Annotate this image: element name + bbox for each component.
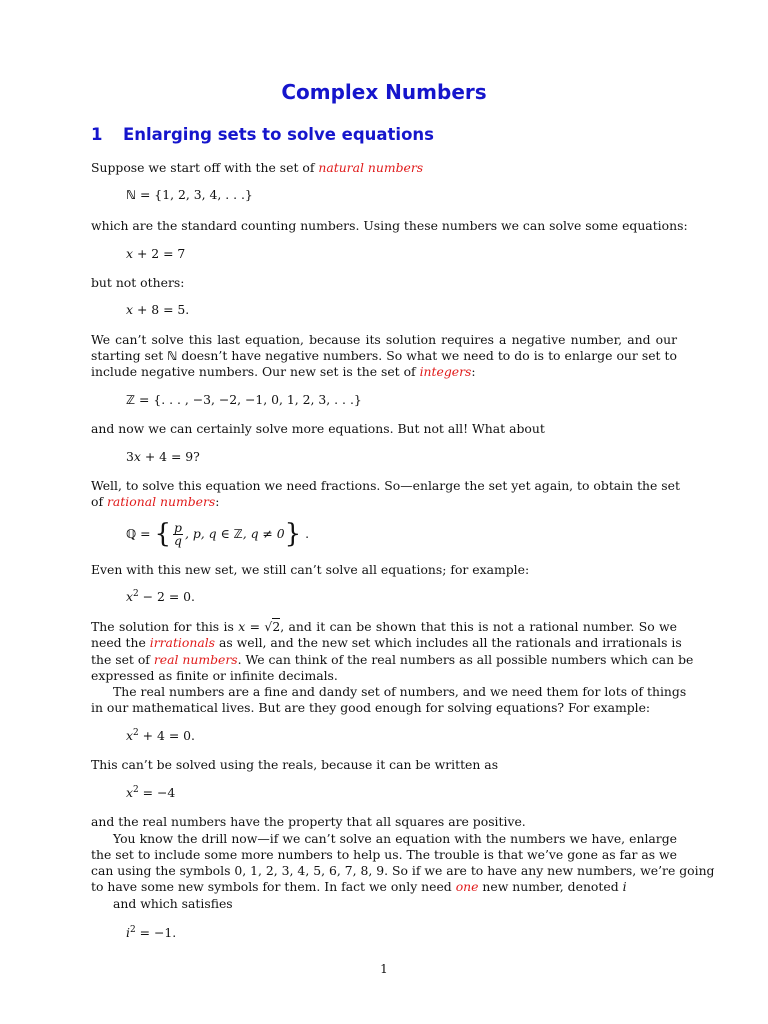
equation-text: = −1.: [135, 925, 177, 940]
paragraph-drill-line2: the set to include some more numbers to help us. The trouble is that we’ve gone as far as we: [91, 847, 677, 862]
equation-3x: [126, 449, 200, 464]
equation-text: = {1, 2, 3, 4, . . .}: [136, 187, 253, 202]
variable: x: [126, 785, 133, 800]
paragraph-irrationals-line3: [91, 652, 694, 667]
variable: i: [622, 879, 627, 894]
equation-x-squared-minus-4: [126, 785, 175, 800]
coefficient: 3: [126, 449, 134, 464]
term-irrationals: irrationals: [149, 635, 216, 650]
paragraph-drill-line3: can using the symbols 0, 1, 2, 3, 4, 5, 6, 7, 8, 9. So if we are to have any new numbers, we’re going: [91, 863, 715, 878]
equation-x-squared-plus-4: [126, 728, 195, 743]
text-span: The solution for this is: [91, 619, 239, 634]
left-brace: {: [154, 519, 172, 549]
variable: x: [126, 728, 133, 743]
text-span: the set of: [91, 652, 154, 667]
term-rational-numbers: rational numbers: [107, 494, 216, 509]
paragraph-still-cant: Even with this new set, we still can’t solve all equations; for example:: [91, 562, 530, 577]
text-span: , and it can be shown that this is not a rational number. So we: [280, 619, 677, 634]
variable: i: [126, 925, 130, 940]
exponent: 2: [133, 588, 139, 599]
text-span: as well, and the new set which includes all the rationals and irrationals is: [215, 635, 682, 650]
paragraph-counting: which are the standard counting numbers. Using these numbers we can solve some equations:: [91, 218, 688, 233]
equation-rationals: [126, 519, 310, 549]
paragraph-cant-be-solved: This can’t be solved using the reals, because it can be written as: [91, 757, 499, 772]
equation-text: + 4 = 9?: [140, 449, 200, 464]
paragraph-fractions-line2: [91, 494, 677, 509]
condition-text: , q ≠ 0: [242, 526, 285, 541]
equation-x-plus-2: [126, 246, 185, 261]
set-symbol-q: ℚ: [126, 527, 137, 541]
paragraph-negative-line1: We can’t solve this last equation, because its solution requires a negative number, and our: [91, 332, 677, 347]
text-span: starting set: [91, 348, 168, 363]
paragraph-irrationals-line1: [91, 619, 677, 634]
paragraph-reals-line2: in our mathematical lives. But are they good enough for solving equations? For example:: [91, 700, 651, 715]
term-integers: integers: [419, 364, 472, 379]
paragraph-reals-line1: The real numbers are a fine and dandy set of numbers, and we need them for lots of things: [113, 684, 687, 699]
variable: x: [133, 449, 141, 464]
set-symbol-z: ℤ: [126, 393, 136, 407]
radicand: 2: [272, 619, 281, 634]
paragraph-negative-line3: [91, 364, 677, 379]
denominator: q: [174, 533, 182, 548]
term-natural-numbers: natural numbers: [318, 160, 424, 175]
paragraph-irrationals-line2: [91, 635, 682, 650]
text-span: doesn’t have negative numbers. So what we need to do is to enlarge our set to: [177, 348, 677, 363]
page-number: 1: [380, 962, 388, 976]
equation-text: = −4: [138, 785, 176, 800]
equation-text: − 2 = 0.: [138, 589, 195, 604]
page-title: Complex Numbers: [281, 80, 487, 104]
exponent: 2: [133, 784, 139, 795]
term-one: one: [455, 879, 479, 894]
text-span: new number, denoted: [478, 879, 623, 894]
equation-i-squared: [126, 925, 176, 940]
equation-integers: [126, 392, 362, 408]
equation-x-plus-8: [126, 302, 189, 317]
equation-naturals: [126, 187, 253, 203]
numerator: p: [174, 520, 182, 535]
text-span: . We can think of the real numbers as all possible numbers which can be: [237, 652, 694, 667]
set-symbol-n: ℕ: [167, 349, 178, 363]
exponent: 2: [133, 727, 139, 738]
text-span: include negative numbers. Our new set is the set of: [91, 364, 420, 379]
term-real-numbers: real numbers: [153, 652, 238, 667]
condition-text: , p, q ∈: [184, 526, 234, 541]
paragraph-drill-line1: You know the drill now—if we can’t solve an equation with the numbers we have, enlarge: [113, 831, 677, 846]
equation-text: + 4 = 0.: [138, 728, 195, 743]
set-symbol-z: ℤ: [233, 527, 243, 541]
equation-text: =: [136, 526, 155, 541]
paragraph-drill-line4: [91, 879, 677, 894]
paragraph-satisfies: and which satisfies: [113, 896, 233, 911]
set-symbol-n: ℕ: [126, 188, 137, 202]
text-span: :: [215, 494, 220, 509]
text-span: to have some new symbols for them. In fact we only need: [91, 879, 456, 894]
equation-text: + 8 = 5.: [133, 302, 190, 317]
paragraph-more-equations: and now we can certainly solve more equations. But not all! What about: [91, 421, 545, 436]
variable: x: [126, 589, 133, 604]
section-number: 1: [91, 125, 103, 144]
variable: x: [126, 302, 133, 317]
right-brace: }: [284, 519, 302, 549]
sqrt-symbol: = √: [245, 619, 273, 634]
equation-x-squared-minus-2: [126, 589, 195, 604]
paragraph-negative-line2: [91, 348, 677, 364]
equation-text: = {. . . , −3, −2, −1, 0, 1, 2, 3, . . .}: [135, 392, 362, 407]
paragraph-fractions-line1: Well, to solve this equation we need fractions. So—enlarge the set yet again, to obtain the set: [91, 478, 680, 493]
text-span: Suppose we start off with the set of: [91, 160, 319, 175]
paragraph-irrationals-line4: expressed as finite or infinite decimals.: [91, 668, 338, 683]
text-span: need the: [91, 635, 150, 650]
section-heading: [91, 125, 434, 144]
paragraph-squares-positive: and the real numbers have the property that all squares are positive.: [91, 814, 526, 829]
text-span: of: [91, 494, 107, 509]
variable: x: [126, 246, 133, 261]
section-title: Enlarging sets to solve equations: [123, 125, 434, 144]
equation-text: .: [301, 526, 310, 541]
paragraph-naturals-intro: [91, 160, 677, 175]
equation-text: + 2 = 7: [133, 246, 186, 261]
text-span: :: [471, 364, 476, 379]
exponent: 2: [129, 924, 136, 935]
paragraph-not-others: but not others:: [91, 275, 185, 290]
variable: x: [238, 619, 246, 634]
fraction-p-over-q: [173, 522, 183, 547]
